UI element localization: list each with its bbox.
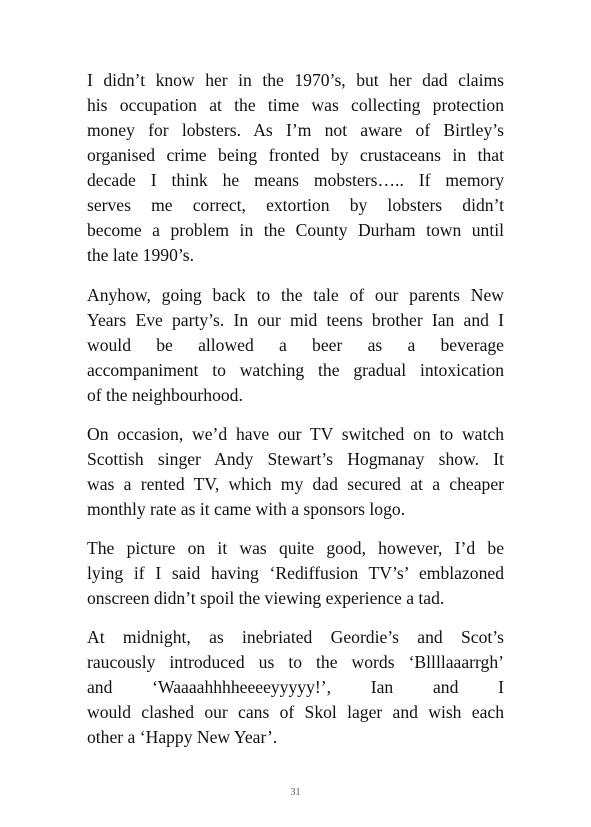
paragraph-2 xyxy=(87,283,504,408)
paragraph-4 xyxy=(87,536,504,611)
paragraph-line: I didn’t know her in the 1970’s, but her dad claims xyxy=(87,70,504,90)
paragraph-line: onscreen didn’t spoil the viewing experience a tad. xyxy=(87,588,445,608)
paragraph-line: and ‘Waaaahhhheeeeyyyyy!’, Ian and I xyxy=(87,677,504,697)
paragraph-line: the late 1990’s. xyxy=(87,245,195,265)
paragraph-1 xyxy=(87,68,504,268)
paragraph-line: Anyhow, going back to the tale of our parents New xyxy=(87,285,504,305)
paragraph-line: of the neighbourhood. xyxy=(87,385,243,405)
paragraph-line: would be allowed a beer as a beverage xyxy=(87,335,504,355)
paragraph-line: raucously introduced us to the words ‘Bllllaaarrgh’ xyxy=(87,652,504,672)
paragraph-line: become a problem in the County Durham town until xyxy=(87,220,504,240)
paragraph-line: money for lobsters. As I’m not aware of Birtley’s xyxy=(87,120,504,140)
paragraph-line: Years Eve party’s. In our mid teens brother Ian and I xyxy=(87,310,504,330)
paragraph-3 xyxy=(87,422,504,522)
paragraph-line: accompaniment to watching the gradual intoxication xyxy=(87,360,504,380)
paragraph-line: decade I think he means mobsters….. If memory xyxy=(87,170,504,190)
page-number: 31 xyxy=(290,787,301,798)
paragraph-line: monthly rate as it came with a sponsors logo. xyxy=(87,499,406,519)
paragraph-line: organised crime being fronted by crustaceans in that xyxy=(87,145,504,165)
paragraph-line: lying if I said having ‘Rediffusion TV’s’ emblazoned xyxy=(87,563,504,583)
paragraph-line: On occasion, we’d have our TV switched on to watch xyxy=(87,424,504,444)
paragraph-line: was a rented TV, which my dad secured at a cheaper xyxy=(87,474,504,494)
paragraph-line: serves me correct, extortion by lobsters didn’t xyxy=(87,195,504,215)
paragraph-line: Scottish singer Andy Stewart’s Hogmanay show. It xyxy=(87,449,504,469)
paragraph-line: other a ‘Happy New Year’. xyxy=(87,727,278,747)
paragraph-line: The picture on it was quite good, however, I’d be xyxy=(87,538,504,558)
paragraph-line: his occupation at the time was collecting protection xyxy=(87,95,504,115)
paragraph-5 xyxy=(87,625,504,750)
paragraph-line: At midnight, as inebriated Geordie’s and Scot’s xyxy=(87,627,504,647)
paragraph-line: would clashed our cans of Skol lager and wish each xyxy=(87,702,504,722)
